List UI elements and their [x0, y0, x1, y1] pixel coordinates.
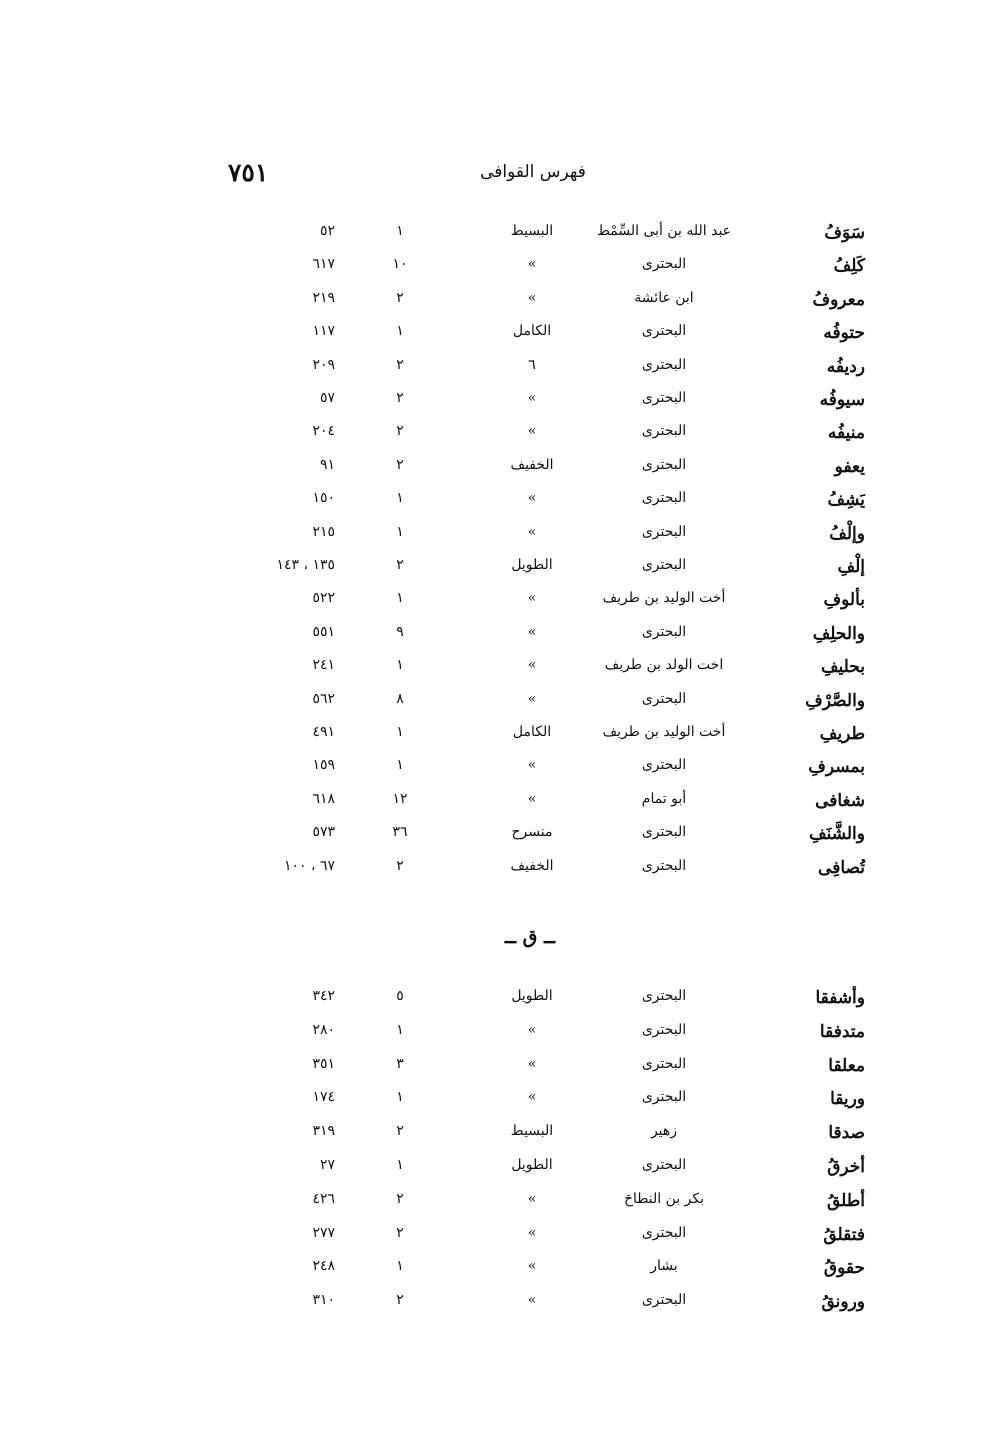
poet-name: البحترى [641, 423, 687, 440]
index-row [0, 223, 1005, 253]
page-refs: ٥٢ [319, 223, 335, 239]
page-refs: ٢٠٤ [312, 423, 335, 440]
verse-count: ١ [396, 724, 404, 740]
rhyme-word: سيوفُه [819, 390, 865, 410]
verse-count: ١ [396, 657, 404, 674]
rhyme-word: معروفُ [812, 289, 865, 310]
index-row [0, 1022, 1005, 1052]
page-refs: ٣١٩ [312, 1123, 335, 1140]
index-row [0, 724, 1005, 754]
page-refs: ٦٧ ، ١٠٠ [283, 857, 335, 874]
verse-count: ٢ [396, 1292, 404, 1309]
rhyme-word: أطلقُ [826, 1190, 865, 1211]
page-refs: ٢٨٠ [312, 1021, 335, 1038]
verse-count: ١ [396, 590, 404, 607]
index-row [0, 757, 1005, 787]
verse-count: ٣ [396, 1055, 404, 1072]
verse-count: ٢ [396, 456, 404, 473]
poet-name: البحترى [641, 1157, 687, 1173]
page-refs: ٢٧ [319, 1157, 335, 1173]
index-row [0, 988, 1005, 1018]
page-refs: ٥٦٢ [312, 690, 335, 707]
meter-name: الخفيف [510, 857, 554, 874]
poet-name: البحترى [641, 323, 687, 340]
index-row [0, 858, 1005, 888]
poet-name: زهير [650, 1123, 678, 1140]
meter-name: » [527, 1021, 537, 1038]
index-row [0, 1258, 1005, 1288]
meter-name: » [527, 523, 537, 540]
index-row [0, 691, 1005, 721]
poet-name: البحترى [641, 1292, 687, 1309]
poet-name: البحترى [641, 857, 687, 874]
rhyme-word: والشَّنَفِ [808, 824, 865, 845]
poet-name: البحترى [641, 390, 687, 406]
verse-count: ١ [396, 323, 404, 340]
rhyme-word: وإلْفُ [829, 523, 865, 544]
rhyme-word: حقوقُ [823, 1258, 865, 1279]
verse-count: ١٢ [392, 790, 408, 807]
verse-count: ١٠ [392, 256, 408, 273]
verse-count: ٢ [396, 1123, 404, 1140]
poet-name: البحترى [641, 523, 687, 540]
meter-name: البسيط [510, 1123, 554, 1140]
index-row [0, 791, 1005, 821]
poet-name: أخت الوليد بن طريف [602, 724, 726, 740]
poet-name: أبو تمام [641, 790, 687, 807]
index-row [0, 1292, 1005, 1322]
rhyme-word: تُصافِى [818, 857, 865, 878]
verse-count: ٢ [396, 423, 404, 440]
page-refs: ٢١٩ [312, 289, 335, 306]
verse-count: ٣٦ [392, 824, 408, 841]
index-row [0, 1123, 1005, 1153]
meter-name: منسرح [511, 824, 553, 841]
meter-name: » [527, 1292, 537, 1309]
rhyme-word: إلْفِ [837, 557, 865, 577]
meter-name: الطويل [511, 988, 553, 1004]
index-row [0, 1157, 1005, 1187]
poet-name: البحترى [641, 1089, 687, 1106]
rhyme-word: صدقا [828, 1123, 865, 1144]
verse-count: ١ [396, 223, 404, 239]
meter-name: البسيط [510, 223, 554, 239]
poet-name: البحترى [641, 557, 687, 573]
page-refs: ٣٥١ [312, 1055, 335, 1072]
poet-name: البحترى [641, 623, 687, 640]
meter-name: الكامل [512, 724, 552, 740]
index-row [0, 457, 1005, 487]
rhyme-word: والحلِفِ [812, 623, 865, 644]
poet-name: أخت الوليد بن طريف [602, 590, 726, 607]
poet-name: ابن عائشة [634, 289, 694, 306]
meter-name: الكامل [512, 323, 552, 340]
meter-name: » [527, 590, 537, 607]
page-refs: ٩١ [319, 456, 335, 473]
page-number: ٧٥١ [228, 158, 269, 187]
index-row [0, 357, 1005, 387]
page-refs: ٥٧٣ [312, 824, 335, 841]
poet-name: البحترى [641, 490, 687, 507]
page-refs: ٢١٥ [312, 523, 335, 540]
meter-name: » [527, 390, 537, 406]
verse-count: ٢ [396, 557, 404, 573]
poet-name: عبد الله بن أبى السِّمْط [596, 223, 732, 239]
verse-count: ١ [396, 490, 404, 507]
meter-name: » [527, 657, 537, 674]
index-row [0, 256, 1005, 286]
rhyme-word: معلقا [828, 1055, 865, 1076]
rhyme-word: منيفُه [827, 423, 865, 444]
index-row [0, 323, 1005, 353]
poet-name: البحترى [641, 690, 687, 707]
meter-name: » [527, 1089, 537, 1106]
page-refs: ٢٤١ [312, 657, 335, 674]
rhyme-word: بألوفِ [823, 590, 865, 611]
verse-count: ٨ [396, 690, 404, 707]
poet-name: اخت الولد بن طريف [604, 657, 724, 674]
page-refs: ١٥٩ [312, 757, 335, 774]
index-row [0, 824, 1005, 854]
rhyme-word: ورونقُ [821, 1292, 865, 1313]
verse-count: ٥ [396, 988, 404, 1004]
index-row [0, 1191, 1005, 1221]
page-refs: ٢٧٧ [312, 1224, 335, 1241]
poet-name: البحترى [641, 988, 687, 1004]
verse-count: ٢ [396, 356, 404, 373]
index-row [0, 490, 1005, 520]
poet-name: البحترى [641, 824, 687, 841]
poet-name: البحترى [641, 356, 687, 373]
meter-name: الطويل [511, 557, 553, 573]
index-row [0, 1056, 1005, 1086]
page-refs: ٥٥١ [312, 623, 335, 640]
rhyme-word: وأشفقا [815, 988, 865, 1008]
poet-name: البحترى [641, 456, 687, 473]
rhyme-word: أخرقُ [827, 1157, 865, 1177]
page-refs: ٤٢٦ [312, 1190, 335, 1207]
index-row [0, 390, 1005, 420]
page-refs: ٢٤٨ [312, 1258, 335, 1275]
meter-name: » [527, 256, 537, 273]
page-refs: ٦١٧ [312, 256, 335, 273]
page-refs: ١١٧ [312, 323, 335, 340]
poet-name: بشار [650, 1258, 678, 1275]
poet-name: بكر بن النطاحَ [624, 1190, 704, 1207]
index-row [0, 657, 1005, 687]
meter-name: » [527, 790, 537, 807]
verse-count: ٢ [396, 390, 404, 406]
meter-name: » [527, 423, 537, 440]
poet-name: البحترى [641, 1224, 687, 1241]
meter-name: الطويل [511, 1157, 553, 1173]
meter-name: » [527, 690, 537, 707]
rhyme-word: كَلِفُ [833, 256, 865, 277]
verse-count: ١ [396, 1021, 404, 1038]
verse-count: ٢ [396, 857, 404, 874]
meter-name: » [527, 490, 537, 507]
rhyme-word: يَشِفُ [827, 490, 865, 511]
rhyme-word: يعفو [834, 456, 865, 477]
rhyme-word: بحليفِ [820, 657, 865, 678]
page-refs: ٤٩١ [312, 724, 335, 740]
rhyme-word: فتقلقُ [823, 1224, 865, 1245]
page-refs: ٥٢٢ [312, 590, 335, 607]
poet-name: البحترى [641, 757, 687, 774]
index-row [0, 1089, 1005, 1119]
page-refs: ١٧٤ [312, 1089, 335, 1106]
rhyme-word: وريقا [830, 1089, 865, 1110]
meter-name: » [527, 1258, 537, 1275]
page-refs: ٥٧ [319, 390, 335, 406]
rhyme-word: حتوفُه [823, 323, 865, 344]
meter-name: » [527, 1055, 537, 1072]
page-refs: ٣١٠ [312, 1292, 335, 1309]
rhyme-word: سَوَفُ [824, 223, 865, 243]
verse-count: ١ [396, 757, 404, 774]
meter-name: » [527, 623, 537, 640]
meter-name: » [527, 289, 537, 306]
page-refs: ١٥٠ [312, 490, 335, 507]
verse-count: ٩ [396, 623, 404, 640]
rhyme-word: والصَّرْفِ [805, 690, 865, 711]
meter-name: الخفيف [510, 456, 554, 473]
verse-count: ٢ [396, 289, 404, 306]
meter-name: » [527, 1190, 537, 1207]
index-row [0, 624, 1005, 654]
rhyme-word: بمسرفِ [808, 757, 865, 778]
page-refs: ٢٠٩ [312, 356, 335, 373]
index-row [0, 423, 1005, 453]
page-refs: ١٣٥ ، ١٤٣ [276, 557, 335, 573]
rhyme-word: رديفُه [826, 356, 865, 377]
verse-count: ١ [396, 1157, 404, 1173]
page-refs: ٦١٨ [312, 790, 335, 807]
verse-count: ١ [396, 1089, 404, 1106]
meter-name: » [527, 757, 537, 774]
index-row [0, 1225, 1005, 1255]
verse-count: ١ [396, 1258, 404, 1275]
poet-name: البحترى [641, 1055, 687, 1072]
verse-count: ١ [396, 523, 404, 540]
verse-count: ٢ [396, 1190, 404, 1207]
rhyme-word: طريفِ [819, 724, 865, 744]
rhyme-word: متدفقا [819, 1021, 865, 1042]
meter-name: ٦ [528, 356, 536, 373]
index-row [0, 524, 1005, 554]
poet-name: البحترى [641, 1021, 687, 1038]
rhyme-word: شغافى [815, 790, 865, 811]
index-row [0, 590, 1005, 620]
index-row [0, 557, 1005, 587]
verse-count: ٢ [396, 1224, 404, 1241]
running-title: فهرس القوافى [480, 162, 586, 182]
letter-heading-qaf: ــ ق ــ [504, 926, 556, 948]
meter-name: » [527, 1224, 537, 1241]
index-row [0, 290, 1005, 320]
page-refs: ٣٤٢ [312, 988, 335, 1004]
poet-name: البحترى [641, 256, 687, 273]
